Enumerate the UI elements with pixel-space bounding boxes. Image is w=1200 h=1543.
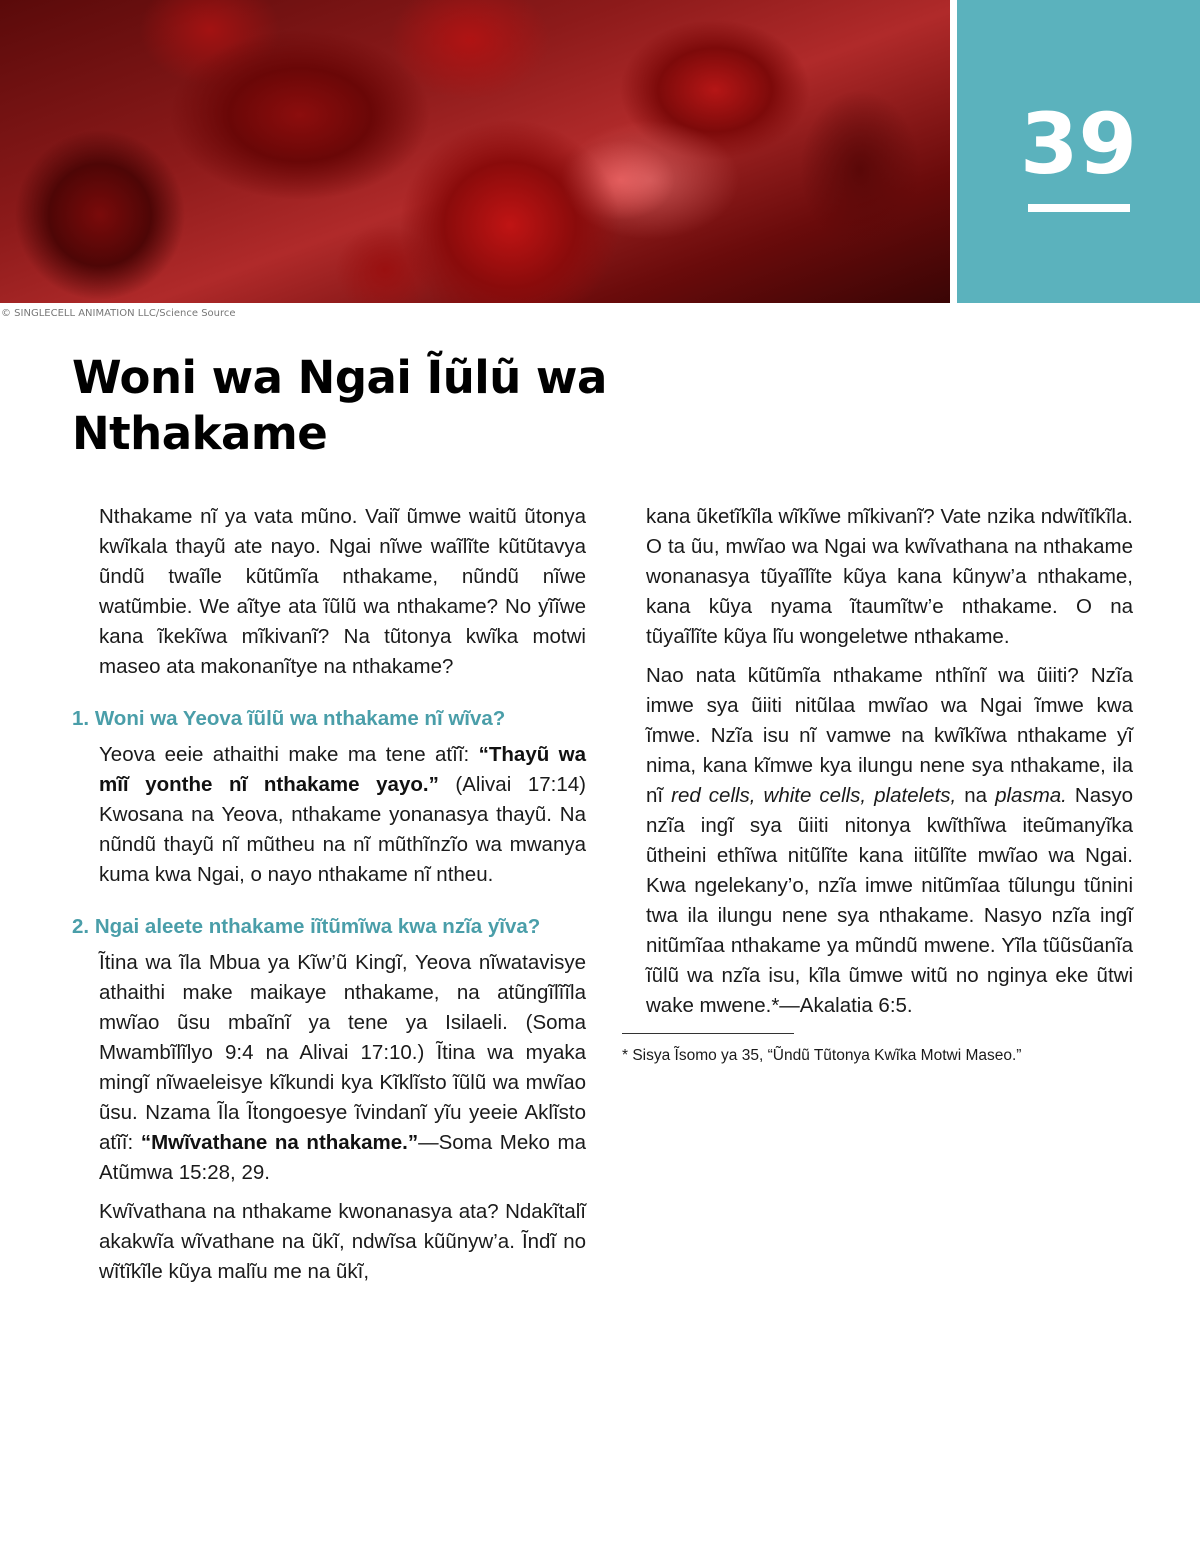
question-2-paragraph-2: Kwĩvathana na nthakame kwonanasya ata? Ndakĩtalĩ akakwĩa wĩvathane na ũkĩ, ndwĩsa kũũnyw’a. Ĩndĩ no wĩtĩkĩle kũya malĩu me na ũkĩ, xyxy=(99,1200,586,1283)
page-title: Woni wa Ngai Ĩũlũ wa Nthakame xyxy=(72,351,607,460)
right-paragraph-2 xyxy=(622,661,1133,1021)
intro-paragraph: Nthakame nĩ ya vata mũno. Vaiĩ ũmwe waitũ ũtonya kwĩkala thayũ ate nayo. Ngai nĩwe waĩlĩte kũtũtavya ũndũ twaĩle kũtũmĩa nthakame, nũndũ nĩwe watũmbie. We aĩtye ata ĩũlũ wa nthakame? No yĩĩwe kana ĩkekĩwa mĩkivanĩ? Na tũtonya kwĩka motwi maseo ata makonanĩtye na nthakame? xyxy=(99,505,586,678)
header-image xyxy=(0,0,950,303)
rp2-text-a: Nao nata kũtũmĩa nthakame nthĩnĩ wa ũiiti? Nzĩa imwe sya ũiiti nitũlaa mwĩao wa Ngai ĩmwe kwa ĩmwe. Nzĩa isu nĩ vamwe na kwĩkĩwa nthakame yĩ nima, kana kĩmwe kya ilungu nene sya nthakame, ila nĩ xyxy=(646,664,1133,807)
question-1-paragraph xyxy=(72,740,586,890)
chapter-underline xyxy=(1028,204,1130,212)
question-2-paragraph-1 xyxy=(72,948,586,1188)
rp2-text-b: na xyxy=(956,784,996,807)
question-2-text: Ngai aleete nthakame iĩtũmĩwa kwa nzĩa yĩva? xyxy=(94,915,541,938)
q1-text-a: Yeova eeie athaithi make ma tene atĩĩ: xyxy=(99,743,479,766)
question-1-heading xyxy=(72,704,586,734)
rp2-text-c: Nasyo nzĩa ingĩ sya ũiiti nitonya kwĩthĩwa iteũmanyĩka ũtheini ethĩwa nitũlĩte kana iitũlĩte mwĩao wa Ngai. Kwa ngelekany’o, nzĩa imwe nitũmĩaa tũlungu tũnini twa ila ilungu nene sya nthakame. Nasyo nzĩa ingĩ nitũmĩaa nthakame ya mũndũ mwene. Yĩla tũũsũanĩa ĩũlũ wa nzĩa isu, kĩla ũmwe witũ no nginya eke ũtwi wake mwene.*—Akalatia 6:5. xyxy=(646,784,1134,1017)
question-1-number: 1. xyxy=(72,707,90,730)
footnote-divider xyxy=(622,1033,794,1034)
q1-text-b: (Alivai 17:14) Kwosana na Yeova, nthakame yonanasya thayũ. Na nũndũ thayũ nĩ mũtheu na nĩ mũthĩnzĩo wa mwanya kuma kwa Ngai, o nayo nthakame nĩ ntheu. xyxy=(99,773,586,886)
q2-scripture-quote: “Mwĩvathane na nthakame.” xyxy=(140,1131,419,1154)
chapter-badge xyxy=(957,0,1200,303)
rp2-italic-cells: red cells, white cells, platelets, xyxy=(671,784,957,807)
chapter-number: 39 xyxy=(1020,95,1137,193)
q1-scripture-quote: “Thayũ wa mĩĩ yonthe nĩ nthakame yayo.” xyxy=(99,743,586,796)
footnote: * Sisya Ĩsomo ya 35, “Ũndũ Tũtonya Kwĩka Motwi Maseo.” xyxy=(622,1047,1022,1064)
hero-highlight xyxy=(560,120,740,240)
right-column xyxy=(622,502,1133,1066)
rp2-italic-plasma: plasma. xyxy=(995,784,1067,807)
right-paragraph-1: kana ũketĩkĩla wĩkĩwe mĩkivanĩ? Vate nzika ndwĩtĩkĩla. O ta ũu, mwĩao wa Ngai wa kwĩvathana na nthakame wonanasya tũyaĩlĩte kũya kana kũnyw’a nthakame, kana kũya nyama ĩtaumĩtw’e nthakame. O na tũyaĩlĩte kũya lĩu wongeletwe nthakame. xyxy=(646,505,1133,648)
question-2-number: 2. xyxy=(72,915,90,938)
q2-text-b: —Soma Meko ma Atũmwa 15:28, 29. xyxy=(99,1131,586,1184)
question-1-text: Woni wa Yeova ĩũlũ wa nthakame nĩ wĩva? xyxy=(94,707,506,730)
left-column xyxy=(72,502,586,1296)
image-credit: © SINGLECELL ANIMATION LLC/Science Source xyxy=(1,308,236,319)
q2-text-a: Ĩtina wa ĩla Mbua ya Kĩw’ũ Kingĩ, Yeova nĩwatavisye athaithi make maikaye nthakame, na atũngĩlĩĩla mwĩao ũsu mbaĩnĩ ya tene ya Isilaeli. (Soma Mwambĩlĩlyo 9:4 na Alivai 17:10.) Ĩtina wa myaka mingĩ nĩwaeleisye kĩkundi kya Kĩklĩsto ĩũlũ wa mwĩao ũsu. Nzama Ĩla Ĩtongoesye ĩvindanĩ yĩu yeeie Aklĩsto atĩĩ: xyxy=(99,951,586,1154)
question-2-heading xyxy=(72,912,586,942)
